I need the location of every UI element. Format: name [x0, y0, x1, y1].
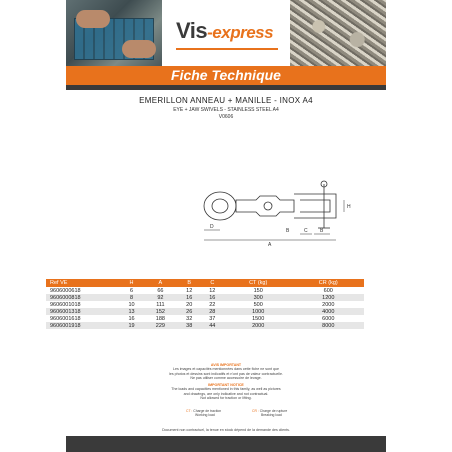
table-cell: 500 [253, 301, 263, 308]
table-cell: 9606000618 [50, 287, 81, 294]
table-cell: 32 [186, 315, 193, 322]
table-cell: 9606001018 [50, 301, 81, 308]
notice-en [0, 383, 452, 401]
column-header: B [178, 279, 201, 287]
divider-bar [66, 85, 386, 90]
drawing-label-c: C [304, 228, 308, 234]
column-header: CR (kg) [293, 279, 364, 287]
page-title: Fiche Technique [171, 67, 281, 83]
table-cell: 152 [143, 308, 178, 315]
table-cell: 4000 [293, 308, 364, 315]
legend-en: Working load [195, 413, 215, 417]
table-cell: 13 [120, 308, 143, 315]
table-cell: 28 [201, 308, 224, 315]
table-row [46, 294, 364, 301]
table-cell: 20 [186, 301, 193, 308]
spec-table [46, 279, 364, 329]
table-cell: 6000 [322, 315, 335, 322]
footer-note: Document non contractuel, la tenue en stock dépend de la demande des clients. [162, 428, 290, 432]
table-cell: 8000 [293, 322, 364, 329]
table-cell: 1000 [224, 308, 293, 315]
notice-en-line: Not allowed for traction or lifting. [200, 396, 252, 401]
table-cell: 6 [130, 287, 134, 294]
table-cell: 10 [128, 301, 135, 308]
drawing-label-h: H [347, 204, 351, 210]
notice-en-line: The loads and capacities mentioned in this family, as well as pictures [171, 387, 281, 392]
brand-suffix: -express [207, 23, 274, 42]
legend-code: CR : [252, 409, 259, 413]
table-cell: 92 [143, 294, 178, 301]
table-row [46, 322, 364, 329]
legend-breaking-load [252, 409, 287, 417]
drawing-label-b2: B [320, 228, 324, 234]
table-row [46, 287, 364, 294]
table-cell: 300 [224, 294, 293, 301]
table-cell: 12 [186, 287, 193, 294]
legend-fr: Charge de rupture [259, 409, 288, 413]
drawing-label-d: D [210, 224, 214, 230]
swivel-technical-drawing [186, 178, 366, 250]
notice-en-heading: IMPORTANT NOTICE [208, 383, 244, 387]
table-cell: 2000 [322, 301, 335, 308]
table-header-row [46, 279, 364, 287]
brand-logo-area [162, 0, 290, 66]
table-row [46, 301, 364, 308]
swivel-pivot [264, 202, 272, 210]
column-header: CT (kg) [224, 279, 293, 287]
table-cell: 66 [157, 287, 164, 294]
legend-fr: Charge de traction [193, 409, 222, 413]
header-banner [66, 0, 386, 66]
drawing-label-a: A [268, 242, 272, 248]
notice-fr-heading: AVIS IMPORTANT [210, 363, 242, 367]
logo-underline [176, 48, 278, 50]
table-cell: 26 [178, 308, 201, 315]
table-cell: 38 [178, 322, 201, 329]
table-cell: 44 [201, 322, 224, 329]
table-cell: 9606001618 [50, 315, 81, 322]
hand-image [122, 40, 156, 58]
drawing-label-b: B [286, 228, 290, 234]
table-cell: 9606000818 [46, 294, 120, 301]
swivel-body [236, 196, 294, 216]
column-header: A [143, 279, 178, 287]
column-header: Ref VE [46, 279, 120, 287]
notice-fr [0, 363, 452, 381]
notice-fr-line: Les images et capacités mentionnées dans cette fiche ne sont que [172, 367, 280, 372]
table-cell: 9606001318 [46, 308, 120, 315]
brand-name: Vis [176, 18, 208, 43]
eye-inner [212, 199, 228, 213]
table-cell: 19 [120, 322, 143, 329]
table-cell: 12 [209, 287, 216, 294]
eye-outline [204, 192, 236, 220]
notice-fr-line: Ne pas utiliser comme accessoire de levage. [190, 376, 262, 381]
table-cell: 2000 [224, 322, 293, 329]
table-cell: 9606001918 [46, 322, 120, 329]
banner-photo-toolbox [66, 0, 162, 66]
title-bar [66, 66, 386, 85]
footer-bar [66, 436, 386, 452]
table-cell: 600 [323, 287, 333, 294]
notice-fr-line: les photos et dessins sont indicatifs et n'ont pas de valeur contractuelle. [169, 371, 283, 376]
table-cell: 111 [156, 301, 165, 308]
product-subtitle: EYE + JAW SWIVELS - STAINLESS STEEL A4 [173, 107, 279, 113]
table-cell: 22 [209, 301, 216, 308]
product-ref: V0606 [218, 114, 234, 120]
table-cell: 229 [143, 322, 178, 329]
notice-en-line: and drawings, are only indicative and not contractual. [183, 391, 269, 396]
legend-en: Breaking load [261, 413, 282, 417]
jaw-inner [300, 200, 330, 212]
table-cell: 1500 [252, 315, 265, 322]
table-cell: 16 [178, 294, 201, 301]
column-header: C [201, 279, 224, 287]
product-title: EMERILLON ANNEAU + MANILLE - INOX A4 [139, 96, 313, 105]
table-cell: 16 [128, 315, 135, 322]
column-header: H [120, 279, 143, 287]
legend-working-load [186, 409, 221, 417]
banner-photo-screws [290, 0, 386, 66]
table-cell: 16 [201, 294, 224, 301]
legend-code: CT : [186, 409, 193, 413]
hand-image [76, 10, 110, 28]
table-row [46, 315, 364, 322]
table-cell: 8 [120, 294, 143, 301]
table-cell: 150 [253, 287, 263, 294]
table-cell: 1200 [293, 294, 364, 301]
table-cell: 188 [155, 315, 165, 322]
brand-logo [176, 18, 273, 44]
table-row [46, 308, 364, 315]
table-cell: 37 [209, 315, 216, 322]
